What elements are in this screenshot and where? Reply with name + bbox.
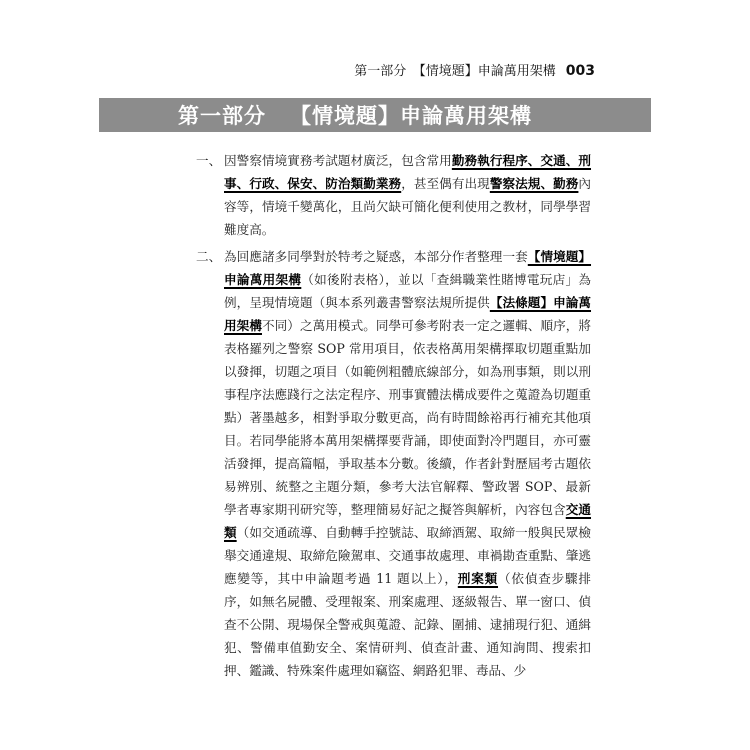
running-title: 第一部分 【情境題】申論萬用架構 xyxy=(354,64,556,79)
emphasized-term: 交通類 xyxy=(224,502,592,540)
paragraph-text: （依偵查步驟排序，如無名屍體、受理報案、刑案處理、逐級報告、單一窗口、偵查不公開、現場保全警戒與蒐證、記錄、圍捕、逮捕現行犯、通緝犯、警備車值勤安全、案情研判、偵查計畫、通知詢問、搜索扣押、鑑識、特殊案件處理如竊盜、網路犯罪、毒品、少 xyxy=(224,571,592,678)
paragraph-text: 為回應諸多同學對於特考之疑惑，本部分作者整理一套 xyxy=(224,249,528,264)
section-title xyxy=(178,100,532,130)
paragraph-text: （如後附表格），並以「查緝職業性賭博電玩店」為例，呈現情境題（與本系列叢書警察法規所提供 xyxy=(224,272,592,310)
page-number: 003 xyxy=(565,63,595,79)
paragraph-text: 因警察情境實務考試題材廣泛，包含常用 xyxy=(224,153,452,168)
body-text xyxy=(196,149,591,686)
paragraph-text: 不同）之萬用模式。同學可參考附表一定之邏輯、順序，將表格羅列之警察 SOP 常用項目，依表格萬用架構擇取切題重點加以發揮，切題之項目（如範例粗體底線部分，如為刑事類，則以刑事程序法應踐行之法定程序、刑事實體法構成要件之蒐證為切題重點）著墨越多，相對爭取分數更高，尚有時間餘裕再行補充其他項目。若同學能將本萬用架構擇要背誦，即使面對冷門題目，亦可靈活發揮，提高篇幅，爭取基本分數。後續，作者針對歷屆考古題依易辨別、統整之主題分類，參考大法官解釋、警政署 SOP、最新學者專家期刊研究等，整理簡易好記之擬答與解析，內容包含 xyxy=(224,318,592,517)
paragraph-text: （如交通疏導、自動轉手控號誌、取締酒駕、取締一般與民眾檢舉交通違規、取締危險駕車、交通事故處理、車禍勘查重點、肇逃應變等，其中申論題考過 11 題以上）， xyxy=(224,525,592,586)
running-header xyxy=(354,60,595,79)
paragraph xyxy=(196,245,591,682)
paragraph-number: 二、 xyxy=(196,249,222,264)
section-title-text: 【情境題】申論萬用架構 xyxy=(290,103,532,128)
section-title-bar xyxy=(99,98,651,132)
section-part-label: 第一部分 xyxy=(178,103,266,128)
emphasized-term: 【情境題】申論萬用架構 xyxy=(224,249,592,287)
emphasized-term: 警察法規、勤務 xyxy=(489,176,579,191)
paragraph-number: 一、 xyxy=(196,153,222,168)
emphasized-term: 【法條題】申論萬用架構 xyxy=(224,295,592,333)
emphasized-term: 勤務執行程序、交通、刑事、行政、保安、防治類勤業務 xyxy=(224,153,592,191)
paragraph xyxy=(196,149,591,241)
paragraph-text: ，甚至偶有出現 xyxy=(401,176,490,191)
emphasized-term: 刑案類 xyxy=(457,571,499,586)
paragraph-text: 內容等，情境千變萬化，且尚欠缺可簡化便利使用之教材，同學學習難度高。 xyxy=(224,176,592,237)
